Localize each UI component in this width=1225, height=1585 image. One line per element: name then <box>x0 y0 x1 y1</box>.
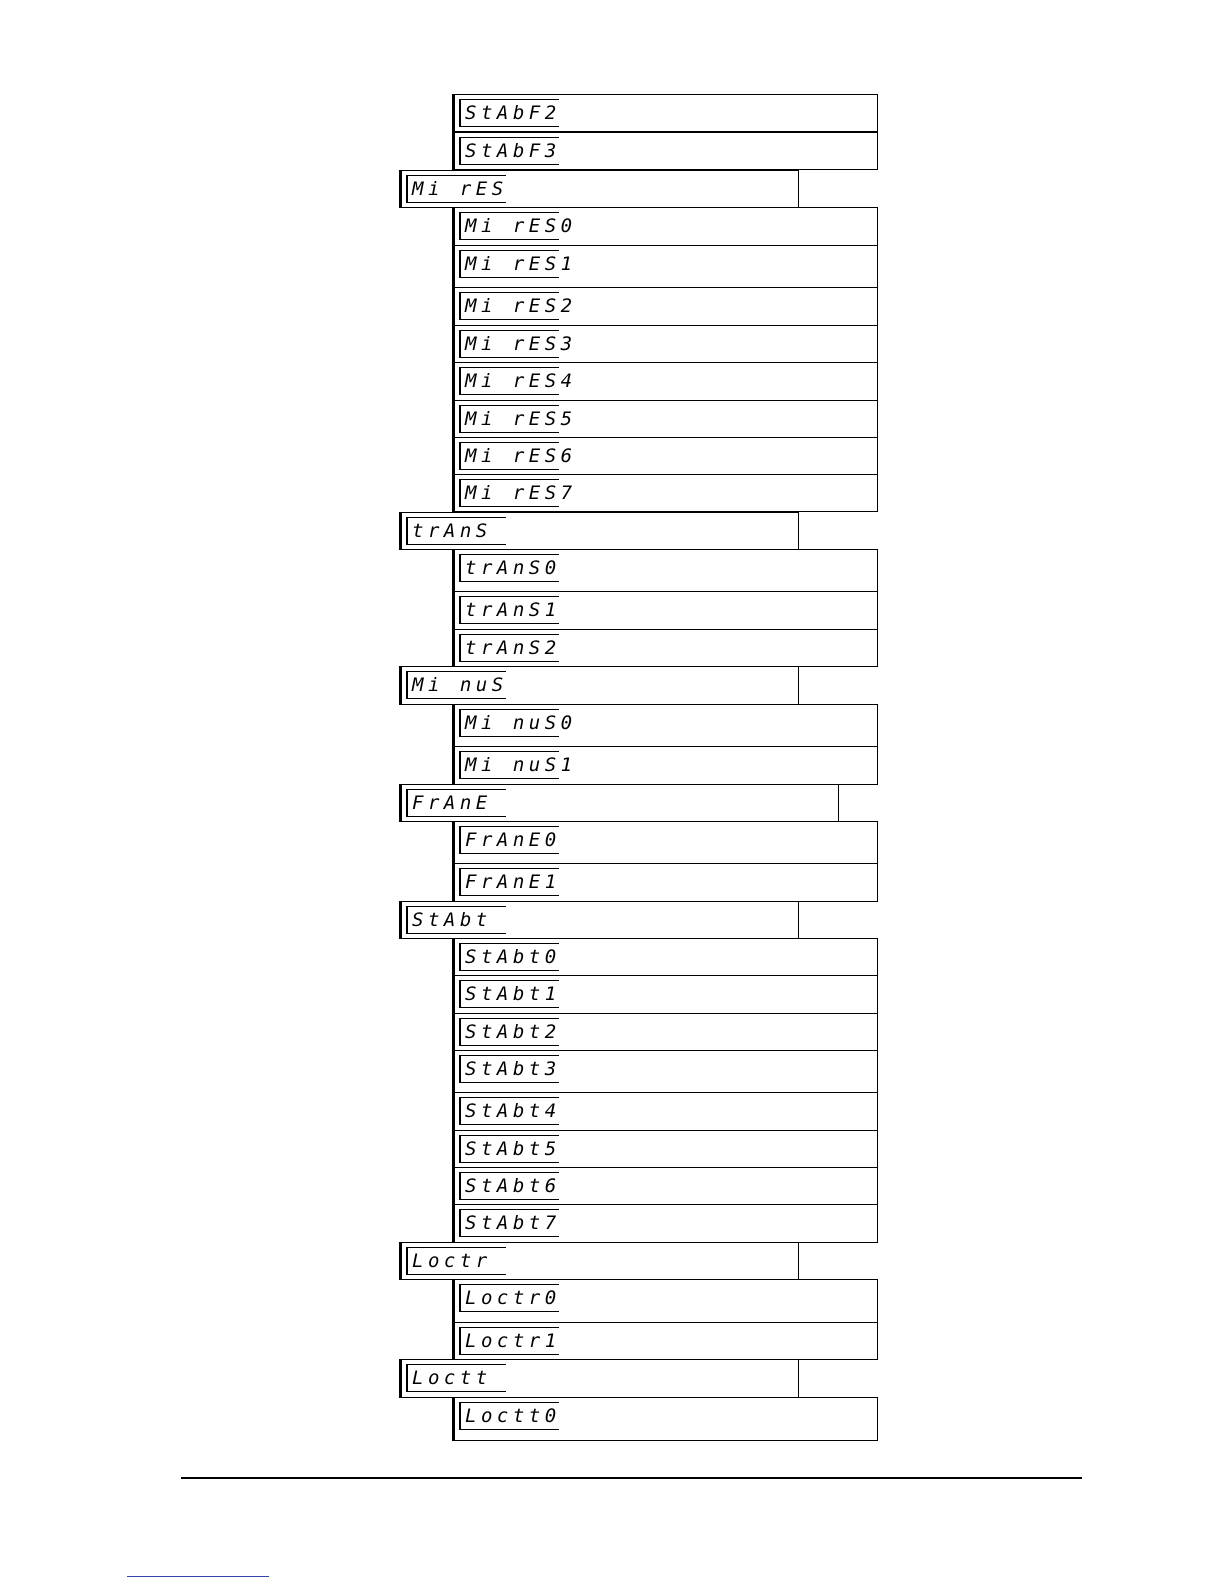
lcd-label: FrAnE1 <box>459 868 559 896</box>
lcd-label: Mi nuS0 <box>459 709 559 737</box>
menu-item[interactable] <box>452 1322 878 1360</box>
menu-item[interactable] <box>452 132 878 170</box>
menu-group[interactable] <box>399 1359 799 1398</box>
lcd-label: Loctt0 <box>459 1402 559 1430</box>
lcd-label: Mi rES3 <box>459 330 559 358</box>
lcd-label: trAnS <box>406 517 506 545</box>
lcd-label: StAbF3 <box>459 137 559 165</box>
lcd-label: Mi rES0 <box>459 212 559 240</box>
lcd-label: trAnS0 <box>459 554 559 582</box>
lcd-label: StAbt4 <box>459 1097 559 1125</box>
menu-item[interactable] <box>452 1050 878 1093</box>
lcd-label: StAbt3 <box>459 1055 559 1083</box>
menu-group[interactable] <box>399 512 799 550</box>
lcd-label: Loctr1 <box>459 1327 559 1355</box>
menu-group[interactable] <box>399 170 799 208</box>
menu-item[interactable] <box>452 746 878 785</box>
menu-item[interactable] <box>452 1013 878 1051</box>
lcd-label: StAbt7 <box>459 1209 559 1237</box>
menu-item[interactable] <box>452 704 878 747</box>
lcd-label: Mi rES1 <box>459 250 559 278</box>
menu-group[interactable] <box>399 666 799 705</box>
menu-item[interactable] <box>452 474 878 512</box>
lcd-label: Mi rES5 <box>459 405 559 433</box>
menu-group[interactable] <box>399 1242 799 1280</box>
lcd-label: StAbt0 <box>459 943 559 971</box>
lcd-label: Mi nuS <box>406 671 506 699</box>
lcd-label: Mi rES4 <box>459 367 559 395</box>
menu-item[interactable] <box>452 437 878 475</box>
lcd-label: Loctr <box>406 1247 506 1275</box>
menu-group[interactable] <box>399 901 799 939</box>
lcd-label: Mi rES2 <box>459 292 559 320</box>
lcd-label: StAbF2 <box>459 99 559 127</box>
menu-item[interactable] <box>452 287 878 326</box>
menu-item[interactable] <box>452 94 878 132</box>
menu-item[interactable] <box>452 1167 878 1205</box>
lcd-label: Loctt <box>406 1364 506 1392</box>
menu-item[interactable] <box>452 938 878 976</box>
menu-item[interactable] <box>452 1092 878 1131</box>
footer-rule <box>181 1477 1082 1479</box>
menu-item[interactable] <box>452 325 878 363</box>
lcd-label: StAbt1 <box>459 980 559 1008</box>
menu-item[interactable] <box>452 591 878 630</box>
lcd-label: StAbt <box>406 906 506 934</box>
menu-item[interactable] <box>452 207 878 246</box>
menu-item[interactable] <box>452 1204 878 1243</box>
menu-item[interactable] <box>452 975 878 1014</box>
lcd-label: Mi rES6 <box>459 442 559 470</box>
footer-link-underline <box>127 1576 269 1577</box>
menu-item[interactable] <box>452 863 878 902</box>
menu-item[interactable] <box>452 1397 878 1441</box>
lcd-label: Mi nuS1 <box>459 751 559 779</box>
lcd-label: Loctr0 <box>459 1284 559 1312</box>
menu-item[interactable] <box>452 629 878 667</box>
menu-item[interactable] <box>452 362 878 401</box>
lcd-label: trAnS1 <box>459 596 559 624</box>
lcd-label: Mi rES7 <box>459 479 559 507</box>
lcd-label: StAbt2 <box>459 1018 559 1046</box>
lcd-label: FrAnE0 <box>459 826 559 854</box>
lcd-label: StAbt6 <box>459 1172 559 1200</box>
menu-item[interactable] <box>452 1279 878 1323</box>
lcd-label: StAbt5 <box>459 1135 559 1163</box>
lcd-label: trAnS2 <box>459 634 559 662</box>
menu-group[interactable] <box>399 784 839 822</box>
menu-item[interactable] <box>452 400 878 438</box>
menu-item[interactable] <box>452 821 878 864</box>
menu-item[interactable] <box>452 245 878 288</box>
lcd-label: FrAnE <box>406 789 506 817</box>
lcd-label: Mi rES <box>406 175 506 203</box>
menu-item[interactable] <box>452 549 878 592</box>
menu-item[interactable] <box>452 1130 878 1168</box>
